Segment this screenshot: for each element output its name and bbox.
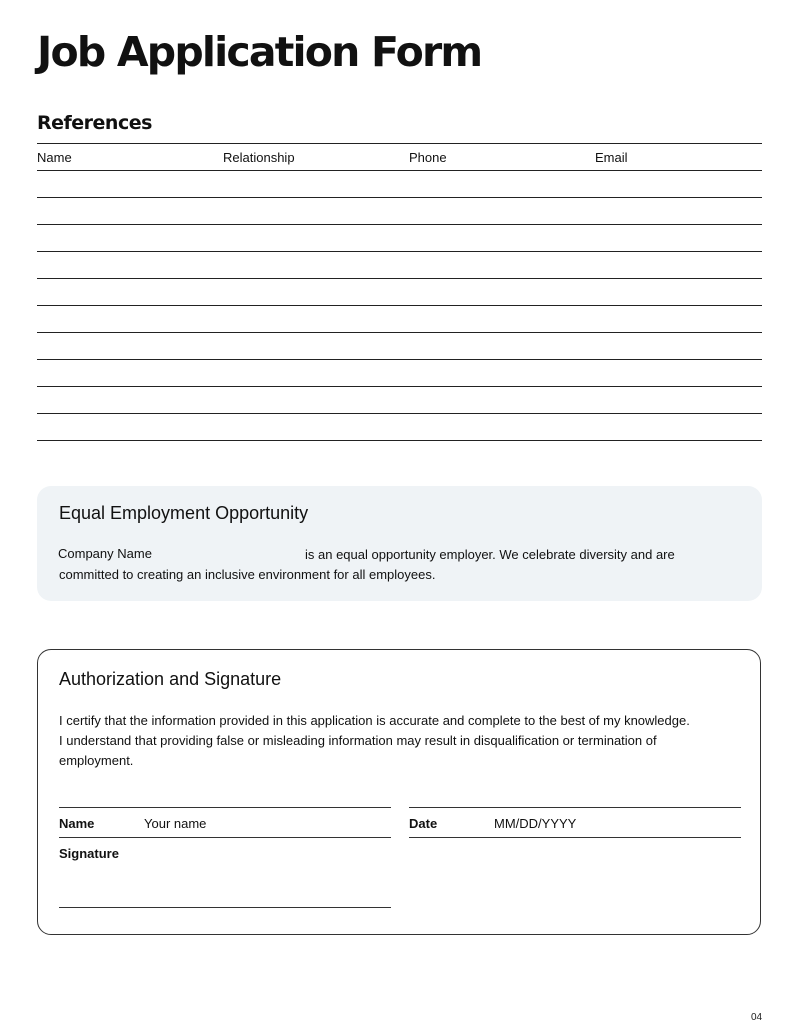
table-cell-phone[interactable]: [409, 393, 589, 409]
column-header-name: Name: [37, 150, 72, 165]
eeo-heading: Equal Employment Opportunity: [59, 503, 309, 523]
table-cell-phone[interactable]: [409, 231, 589, 247]
table-cell-phone[interactable]: [409, 420, 589, 436]
table-cell-phone[interactable]: [409, 204, 589, 220]
date-field-top-line: [409, 807, 741, 808]
table-cell-email[interactable]: [595, 420, 775, 436]
column-header-email: Email: [595, 150, 628, 165]
references-table: [37, 143, 762, 441]
table-cell-email[interactable]: [595, 285, 775, 301]
authorization-heading: Authorization and Signature: [59, 669, 282, 689]
table-cell-email[interactable]: [595, 366, 775, 382]
table-cell-relationship[interactable]: [223, 258, 403, 274]
signature-label: Signature: [59, 846, 119, 861]
name-field-bottom-line: [59, 837, 391, 838]
table-cell-name[interactable]: [37, 204, 217, 220]
table-row: [37, 333, 762, 360]
page-number: 04: [751, 1012, 763, 1023]
table-cell-phone[interactable]: [409, 366, 589, 382]
authorization-statement: [59, 711, 729, 771]
table-row: [37, 279, 762, 306]
table-cell-phone[interactable]: [409, 285, 589, 301]
table-cell-phone[interactable]: [409, 258, 589, 274]
table-cell-name[interactable]: [37, 393, 217, 409]
column-header-relationship: Relationship: [223, 150, 295, 165]
eeo-statement-line-2: committed to creating an inclusive environment for all employees.: [59, 567, 436, 582]
date-label: Date: [409, 816, 438, 831]
table-cell-relationship[interactable]: [223, 339, 403, 355]
table-cell-relationship[interactable]: [223, 366, 403, 382]
table-row: [37, 414, 762, 441]
table-cell-name[interactable]: [37, 285, 217, 301]
table-cell-email[interactable]: [595, 393, 775, 409]
table-cell-relationship[interactable]: [223, 231, 403, 247]
references-heading: References: [37, 112, 152, 134]
table-row: [37, 360, 762, 387]
table-cell-name[interactable]: [37, 231, 217, 247]
signature-line[interactable]: [59, 907, 391, 908]
date-input[interactable]: MM/DD/YYYY: [494, 816, 577, 831]
table-cell-email[interactable]: [595, 177, 775, 193]
authorization-statement-line: I certify that the information provided in this application is accurate and complete to the best of my knowledge.: [59, 713, 690, 728]
eeo-statement-line-1: is an equal opportunity employer. We celebrate diversity and are: [305, 547, 675, 562]
table-row: [37, 306, 762, 333]
table-row: [37, 171, 762, 198]
table-cell-relationship[interactable]: [223, 312, 403, 328]
table-cell-email[interactable]: [595, 204, 775, 220]
authorization-statement-line: employment.: [59, 753, 134, 768]
page-title: Job Application Form: [37, 28, 482, 76]
table-cell-email[interactable]: [595, 312, 775, 328]
table-cell-relationship[interactable]: [223, 204, 403, 220]
table-cell-relationship[interactable]: [223, 420, 403, 436]
references-table-header: [37, 143, 762, 171]
table-cell-name[interactable]: [37, 420, 217, 436]
table-row: [37, 225, 762, 252]
table-row: [37, 387, 762, 414]
table-cell-phone[interactable]: [409, 312, 589, 328]
company-name-field[interactable]: Company Name: [58, 546, 152, 561]
table-row: [37, 198, 762, 225]
table-cell-name[interactable]: [37, 258, 217, 274]
column-header-phone: Phone: [409, 150, 447, 165]
name-input[interactable]: Your name: [144, 816, 207, 831]
table-cell-phone[interactable]: [409, 339, 589, 355]
date-field-bottom-line: [409, 837, 741, 838]
table-row: [37, 252, 762, 279]
table-cell-name[interactable]: [37, 366, 217, 382]
table-cell-email[interactable]: [595, 339, 775, 355]
table-cell-name[interactable]: [37, 312, 217, 328]
authorization-signature-panel: [37, 649, 761, 935]
table-cell-email[interactable]: [595, 231, 775, 247]
table-cell-name[interactable]: [37, 177, 217, 193]
authorization-statement-line: I understand that providing false or misleading information may result in disqualification or termination of: [59, 733, 657, 748]
table-cell-relationship[interactable]: [223, 393, 403, 409]
table-cell-relationship[interactable]: [223, 285, 403, 301]
name-label: Name: [59, 816, 95, 831]
equal-employment-opportunity-panel: [37, 486, 762, 601]
name-field-top-line: [59, 807, 391, 808]
table-cell-phone[interactable]: [409, 177, 589, 193]
table-cell-email[interactable]: [595, 258, 775, 274]
table-cell-name[interactable]: [37, 339, 217, 355]
table-cell-relationship[interactable]: [223, 177, 403, 193]
